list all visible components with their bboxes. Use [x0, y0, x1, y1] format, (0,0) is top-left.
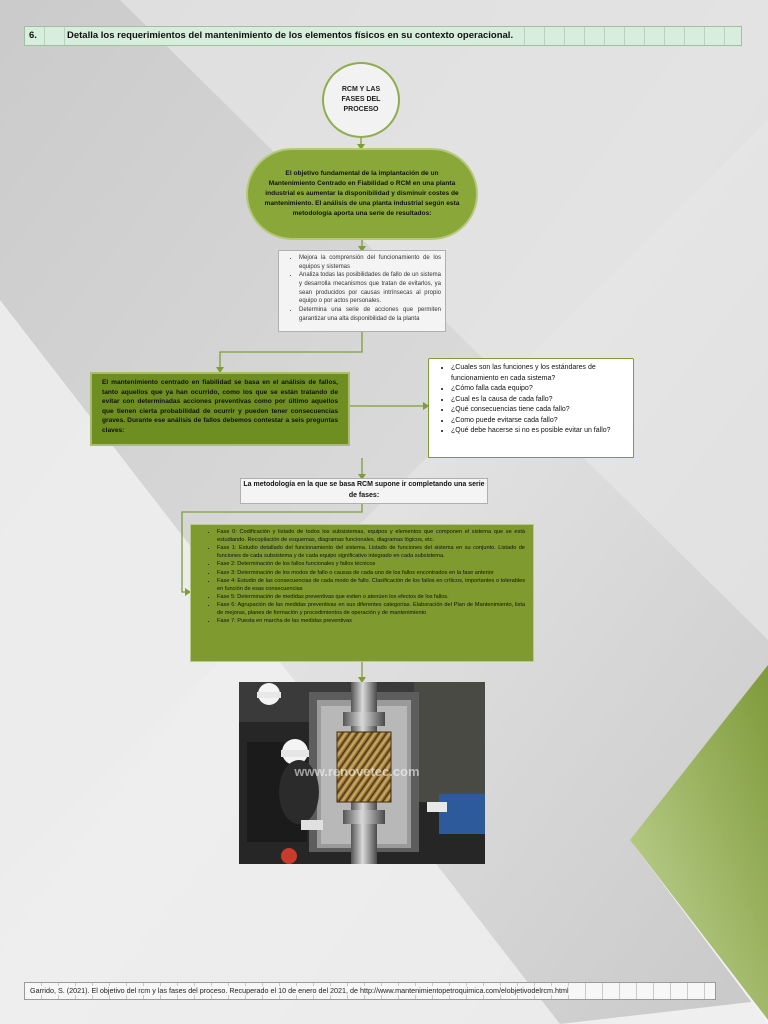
question-item: • ¿Cuales son las funciones y los estándares de funcionamiento en cada sistema? [451, 363, 627, 384]
photo-watermark: www.renovetec.com [294, 764, 420, 779]
results-box [278, 250, 446, 332]
phases-list [199, 528, 525, 625]
phase-item: • Fase 4: Estudio de las consecuencias de cada modo de fallo. Clasificación de los fallos en críticos, importantes o tolerables en función de esas consecuencias [217, 577, 525, 593]
rcm-phases-circle [322, 62, 400, 138]
question-item: • ¿Qué consecuencias tiene cada fallo? [451, 405, 627, 416]
question-item: • ¿Qué debe hacerse si no es posible evitar un fallo? [451, 426, 627, 437]
result-item: • Analiza todas las posibilidades de fallo de un sistema y desarrolla mecanismos que tratan de evitarlos, ya sean producidos por causas intrínsecas al propio equipo o por actos personales. [299, 271, 441, 306]
phase-item: • Fase 1: Estudio detallado del funcionamiento del sistema. Listado de funciones del sistema en su conjunto. Listado de funciones de cada subsistema y de cada equipo significativo integrado en cada subsistema. [217, 544, 525, 560]
failure-analysis-text: El mantenimiento centrado en fiabilidad se basa en el análisis de fallos, tanto aquellos que ya han ocurrido, como los que se están tratando de evitar con determinadas acciones preventivas como por último aquellos que tienen cierta probabilidad de ocurrir y pueden tener consecuencias graves. Durante ese análisis de fallos debemos contestar a seis preguntas claves: [102, 379, 338, 434]
question-item: • ¿Como puede evitarse cada fallo? [451, 416, 627, 427]
result-item: • Mejora la comprensión del funcionamiento de los equipos y sistemas [299, 254, 441, 271]
question-item: • ¿Cómo falla cada equipo? [451, 384, 627, 395]
question-title: Detalla los requerimientos del mantenimiento de los elementos físicos en su contexto operacional. [67, 27, 517, 45]
phase-item: • Fase 5: Determinación de medidas preventivas que eviten o atenúen los efectos de los fallos. [217, 593, 525, 601]
questions-list [435, 363, 627, 437]
results-list [285, 254, 441, 324]
objective-text: El objetivo fundamental de la implantación de un Mantenimiento Centrado en Fiabilidad o RCM en una planta industrial es aumentar la disponibilidad y disminuir costes de mantenimiento. El análisis de una planta industrial según esta metodología aporta una serie de resultados: [264, 170, 460, 217]
objective-oval [246, 148, 478, 240]
gearbox-illustration [239, 682, 485, 864]
phases-title: La metodología en la que se basa RCM supone ir completando una serie de fases: [243, 481, 485, 499]
phase-item: • Fase 3: Determinación de los modos de fallo o causas de cada uno de los fallos encontrados en la fase anterior [217, 569, 525, 577]
citation-bar [24, 982, 716, 1000]
phase-item: • Fase 7: Puesta en marcha de las medidas preventivas [217, 617, 525, 625]
phase-item: • Fase 2: Determinación de los fallos funcionales y fallos técnicos [217, 560, 525, 568]
circle-label: RCM Y LAS FASES DEL PROCESO [341, 86, 381, 113]
question-number: 6. [29, 30, 37, 41]
phase-item: • Fase 6: Agrupación de las medidas preventivas en sus diferentes categorías. Elaboración del Plan de Mantenimiento, lista de mejoras, planes de formación y procedimientos de operación y de mantenimiento [217, 601, 525, 617]
phases-title-box [240, 478, 488, 504]
citation-text: Garrido, S. (2021). El objetivo del rcm y las fases del proceso. Recuperado el 10 de enero del 2021, de http://www.mantenimientopetroquimica.com/elobjetivodelrcm.html [27, 986, 572, 995]
question-header [24, 26, 742, 46]
result-item: • Determina una serie de acciones que permiten garantizar una alta disponibilidad de la planta [299, 306, 441, 323]
phases-box [190, 524, 534, 662]
question-item: • ¿Cual es la causa de cada fallo? [451, 395, 627, 406]
questions-box [428, 358, 634, 458]
phase-item: • Fase 0: Codificación y listado de todos los subsistemas, equipos y elementos que componen el sistema que se está estudiando. Recopilación de esquemas, diagramas funcionales, diagramas lógicos, etc. [217, 528, 525, 544]
maintenance-photo [239, 682, 485, 864]
failure-analysis-box [90, 372, 350, 446]
